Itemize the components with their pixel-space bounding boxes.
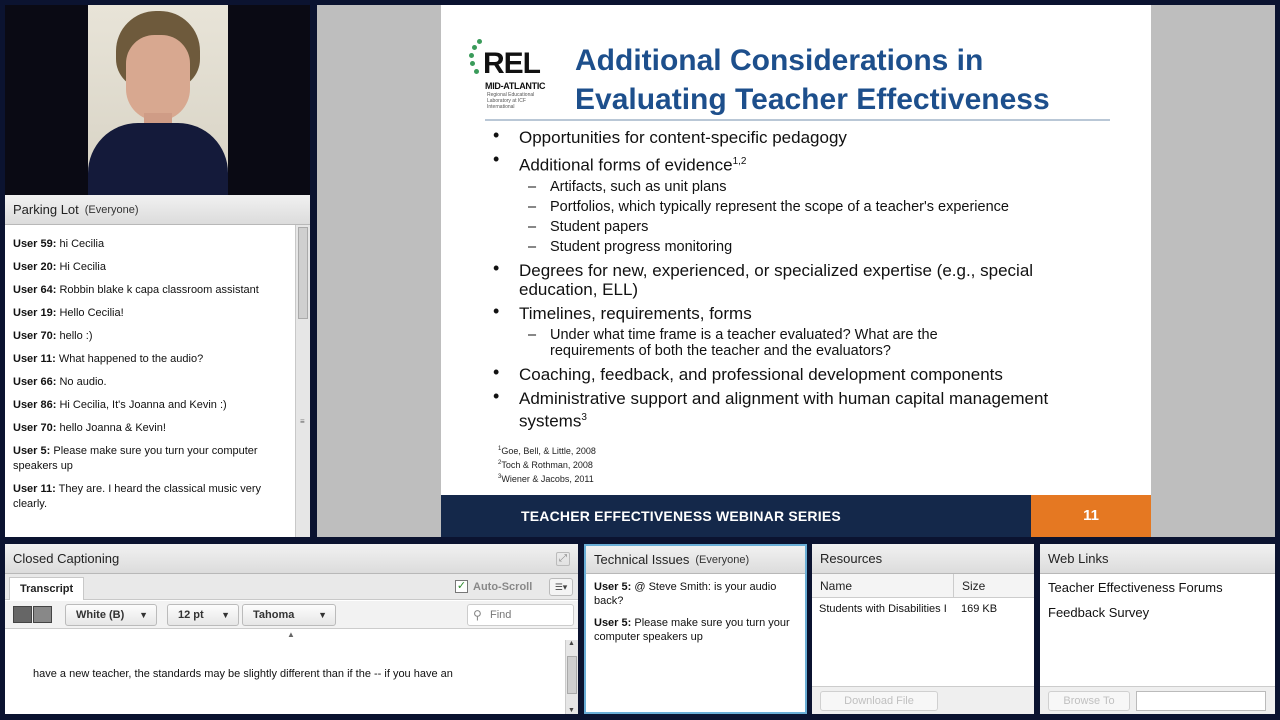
download-file-button[interactable]: Download File bbox=[820, 691, 938, 711]
chat-message: User 64: Robbin blake k capa classroom assistant bbox=[13, 284, 259, 296]
chat-message: User 70: hello :) bbox=[13, 330, 93, 342]
tab-transcript[interactable]: Transcript bbox=[9, 577, 84, 600]
autoscroll-toggle[interactable]: ✓ Auto-Scroll bbox=[456, 580, 533, 593]
caption-text: have a new teacher, the standards may be slightly different than if the -- if you have an bbox=[33, 668, 453, 680]
closed-captioning-title: Closed Captioning bbox=[13, 551, 120, 566]
font-size-dropdown[interactable]: 12 pt ▼ bbox=[167, 604, 239, 626]
chat-message: User 11: What happened to the audio? bbox=[13, 353, 204, 365]
column-size[interactable]: Size bbox=[962, 579, 986, 593]
sub-bullet-item: – Portfolios, which typically represent the scope of a teacher's experience bbox=[491, 199, 1011, 215]
web-links-header bbox=[1040, 544, 1275, 574]
parking-lot-messages bbox=[5, 225, 295, 537]
slide-footer bbox=[441, 495, 1151, 537]
technical-issues-header bbox=[586, 546, 805, 574]
resources-footer bbox=[812, 686, 1034, 714]
web-link[interactable]: Teacher Effectiveness Forums bbox=[1048, 580, 1223, 595]
fullscreen-icon[interactable]: ⤢ bbox=[556, 552, 570, 566]
resources-pod bbox=[812, 544, 1034, 714]
camera-video-pod bbox=[5, 5, 310, 195]
file-row[interactable]: Students with Disabilities I 169 KB bbox=[819, 603, 998, 615]
closed-captioning-pod bbox=[5, 544, 578, 714]
web-links-pod bbox=[1040, 544, 1275, 714]
reference-item: $^2$Toch & Rothman, 2008 bbox=[498, 460, 593, 470]
bullet-item: • Coaching, feedback, and professional development components bbox=[491, 365, 1111, 384]
caption-transcript bbox=[5, 630, 565, 714]
dropdown-arrow-icon: ▼ bbox=[139, 610, 148, 620]
logo-dots-icon bbox=[469, 39, 483, 79]
options-menu-button[interactable]: ☰▾ bbox=[549, 578, 573, 596]
chat-message: User 5: @ Steve Smith: is your audio back? bbox=[594, 581, 777, 607]
chat-message: User 66: No audio. bbox=[13, 376, 107, 388]
slide-title: Additional Considerations in Evaluating Teacher Effectiveness bbox=[575, 44, 1050, 116]
scroll-down-icon: ▼ bbox=[568, 707, 575, 714]
resources-title: Resources bbox=[820, 551, 883, 566]
chat-message: User 70: hello Joanna & Kevin! bbox=[13, 422, 166, 434]
font-family-dropdown[interactable]: Tahoma ▼ bbox=[242, 604, 336, 626]
chat-message: User 11: They are. I heard the classical music very clearly. bbox=[13, 483, 262, 510]
parking-lot-title: Parking Lot bbox=[13, 202, 79, 217]
web-link[interactable]: Feedback Survey bbox=[1048, 605, 1150, 620]
technical-issues-title: Technical Issues bbox=[594, 552, 690, 567]
sub-bullet-item: – Artifacts, such as unit plans bbox=[491, 179, 1111, 195]
chat-message: User 59: hi Cecilia bbox=[13, 238, 105, 250]
slide-number: 11 bbox=[1031, 495, 1151, 537]
layout-single-icon[interactable] bbox=[13, 606, 32, 623]
browse-to-button[interactable]: Browse To bbox=[1048, 691, 1130, 711]
grip-icon: ≡ bbox=[300, 417, 305, 426]
chat-message: User 5: Please make sure you turn your computer speakers up bbox=[594, 617, 790, 643]
find-input[interactable]: ⚲ Find bbox=[467, 604, 574, 626]
layout-split-icon[interactable] bbox=[33, 606, 52, 623]
font-color-dropdown[interactable]: White (B) ▼ bbox=[65, 604, 157, 626]
resources-header bbox=[812, 544, 1034, 574]
reference-item: $^1$Goe, Bell, & Little, 2008 bbox=[498, 446, 596, 456]
column-name[interactable]: Name bbox=[820, 579, 853, 593]
presenter-video bbox=[88, 5, 228, 195]
dropdown-arrow-icon: ▼ bbox=[221, 610, 230, 620]
captioning-toolbar bbox=[5, 601, 578, 629]
reference-item: $^3$Wiener & Jacobs, 2011 bbox=[498, 474, 594, 484]
sub-bullet-item: – Under what time frame is a teacher evaluated? What are the requirements of both the teacher and the evaluators? bbox=[491, 327, 1011, 359]
technical-issues-pod bbox=[584, 544, 807, 714]
scroll-thumb[interactable] bbox=[298, 227, 308, 319]
series-title: TEACHER EFFECTIVENESS WEBINAR SERIES bbox=[521, 508, 841, 524]
technical-issues-messages bbox=[586, 574, 805, 658]
search-icon: ⚲ bbox=[473, 608, 482, 622]
web-links-title: Web Links bbox=[1048, 551, 1109, 566]
bullet-item: • Opportunities for content-specific pedagogy bbox=[491, 128, 1111, 147]
bullet-item: • Administrative support and alignment with human capital management systems$^3$ bbox=[491, 389, 1051, 431]
chat-message: User 20: Hi Cecilia bbox=[13, 261, 106, 273]
title-divider bbox=[485, 119, 1110, 121]
slide-bullets bbox=[491, 122, 1111, 430]
checkbox-icon[interactable]: ✓ bbox=[456, 580, 467, 592]
closed-captioning-header bbox=[5, 544, 578, 574]
parking-lot-header bbox=[5, 195, 310, 225]
share-pod bbox=[317, 5, 1275, 537]
file-table-header bbox=[812, 574, 1034, 598]
captioning-tabs bbox=[5, 574, 578, 600]
technical-issues-scope: (Everyone) bbox=[695, 553, 750, 566]
sub-bullet-item: – Student progress monitoring bbox=[491, 239, 1111, 255]
chat-message: User 86: Hi Cecilia, It's Joanna and Kevin :) bbox=[13, 399, 227, 411]
caption-scrollbar[interactable] bbox=[565, 640, 578, 714]
chat-message: User 5: Please make sure you turn your computer speakers up bbox=[13, 445, 258, 472]
sub-bullet-item: – Student papers bbox=[491, 219, 1111, 235]
dropdown-arrow-icon: ▼ bbox=[318, 610, 327, 620]
parking-lot-scrollbar[interactable] bbox=[295, 225, 310, 537]
collapse-arrow-icon[interactable]: ▲ bbox=[287, 630, 295, 639]
web-links-footer bbox=[1040, 686, 1275, 714]
bullet-item: • Timelines, requirements, forms bbox=[491, 304, 1111, 323]
chat-message: User 19: Hello Cecilia! bbox=[13, 307, 124, 319]
scroll-thumb[interactable] bbox=[567, 656, 577, 694]
url-field[interactable] bbox=[1136, 691, 1266, 711]
rel-logo: REL MID-ATLANTIC Regional Educational Laboratory at ICF International bbox=[469, 39, 555, 111]
bullet-item: • Additional forms of evidence$^{1,2}$ bbox=[491, 152, 1111, 175]
parking-lot-pod bbox=[5, 195, 310, 537]
presentation-slide bbox=[441, 5, 1151, 537]
parking-lot-scope: (Everyone) bbox=[84, 203, 139, 216]
scroll-up-icon: ▲ bbox=[568, 640, 575, 647]
bullet-item: • Degrees for new, experienced, or specialized expertise (e.g., special education, ELL) bbox=[491, 261, 1091, 299]
slide-references bbox=[498, 443, 596, 485]
